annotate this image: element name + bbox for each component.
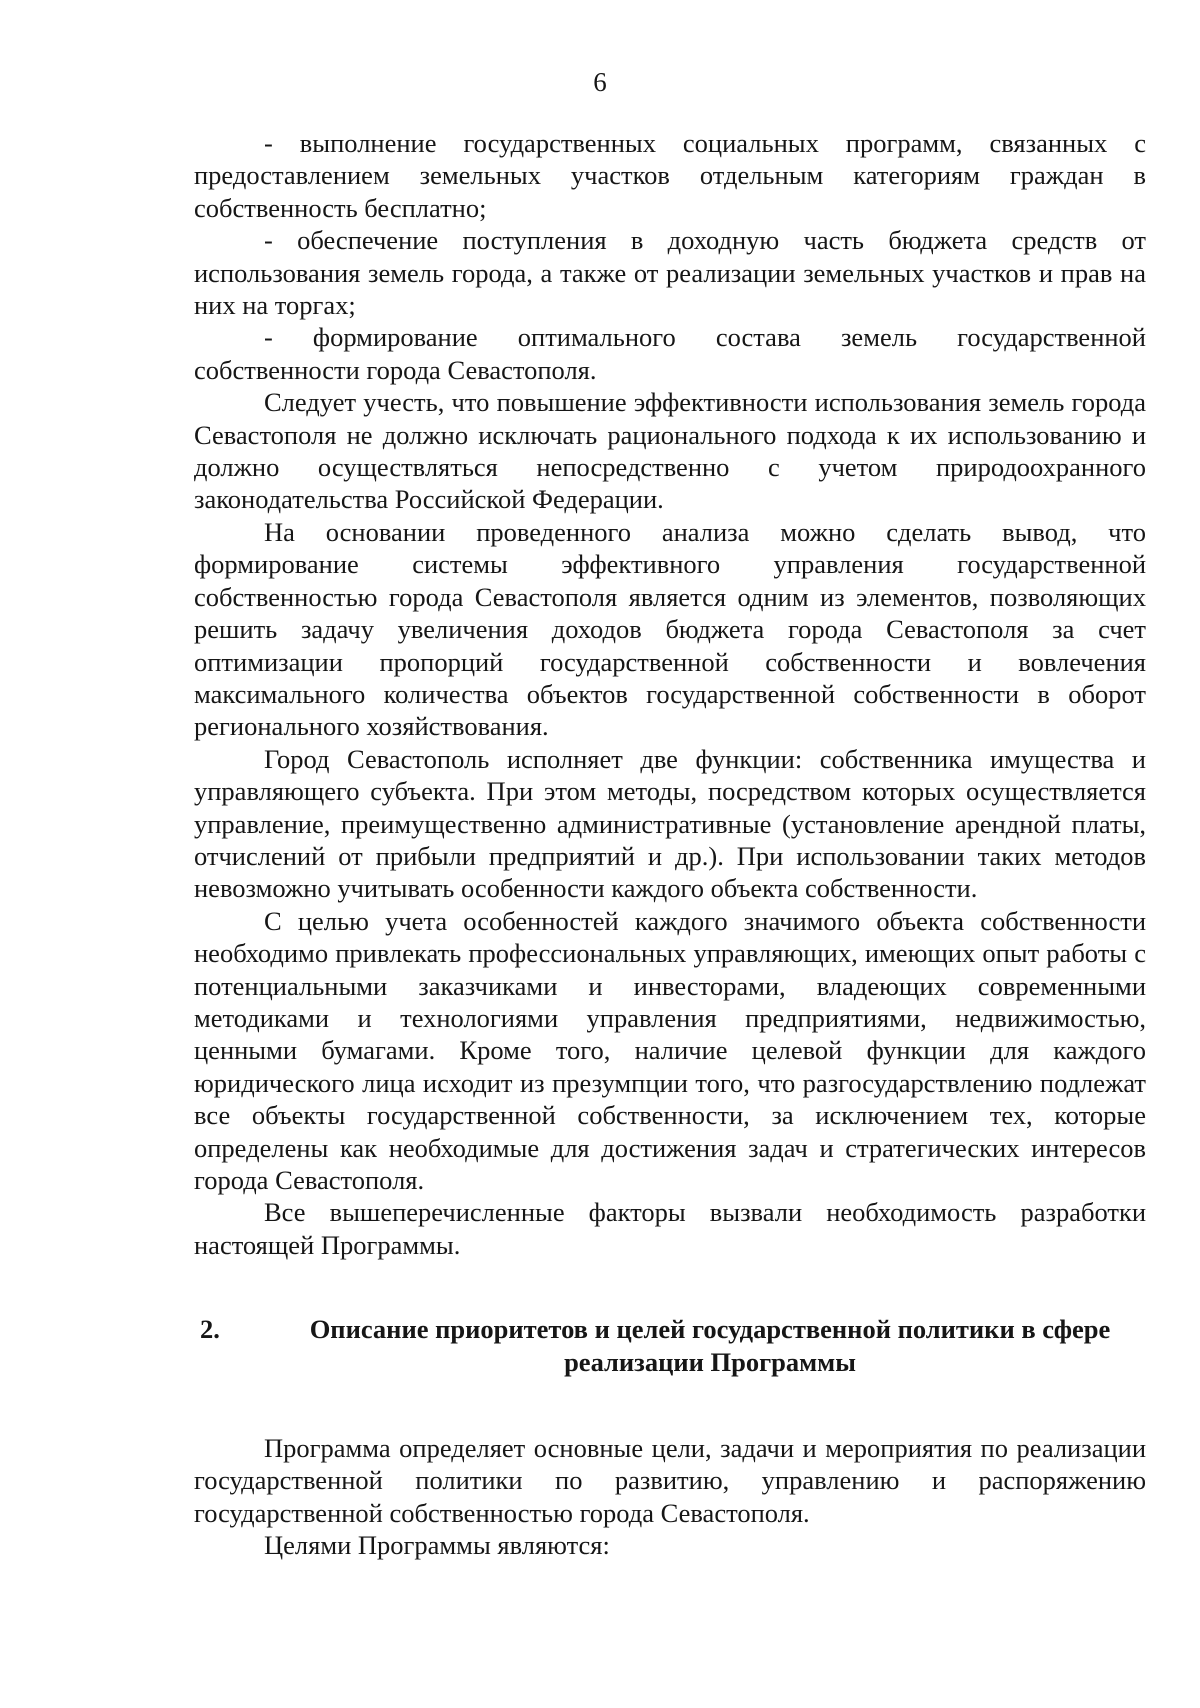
list-item-social-programs: - выполнение государственных социальных программ, связанных с предоставлением земельных участков отдельным категориям граждан в собственность бесплатно; [194, 128, 1146, 223]
list-item-land-composition: - формирование оптимального состава земель государственной собственности города Севастополя. [194, 322, 1146, 385]
section-number: 2. [200, 1314, 220, 1345]
paragraph-factors: Все вышеперечисленные факторы вызвали необходимость разработки настоящей Программы. [194, 1197, 1146, 1260]
paragraph-professional-managers: С целью учета особенностей каждого значимого объекта собственности необходимо привлекать профессиональных управляющих, имеющих опыт работы с потенциальными заказчиками и инвесторами, владеющих современными методиками и технологиями управления предприятиями, недвижимостью, ценными бумагами. Кроме того, наличие целевой функции для каждого юридического лица исходит из презумпции того, что разгосударствлению подлежат все объекты государственной собственности, за исключением тех, которые определены как необходимые для достижения задач и стратегических интересов города Севастополя. [194, 905, 1146, 1195]
paragraph-program-defines: Программа определяет основные цели, задачи и мероприятия по реализации государственной политики по развитию, управлению и распоряжению государственной собственностью города Севастополя. [194, 1433, 1146, 1528]
list-item-budget-income: - обеспечение поступления в доходную часть бюджета средств от использования земель города, а также от реализации земельных участков и прав на них на торгах; [194, 225, 1146, 321]
section-title: Описание приоритетов и целей государственной политики в сфере реализации Программы [309, 1314, 1111, 1377]
page-number: 6 [593, 67, 607, 97]
document-body [194, 127, 1146, 1562]
paragraph-program-goals: Целями Программы являются: [264, 1530, 610, 1561]
paragraph-land-efficiency: Следует учесть, что повышение эффективности использования земель города Севастополя не должно исключать рационального подхода к их использованию и должно осуществляться непосредственно с учетом природоохранного законодательства Российской Федерации. [194, 387, 1146, 515]
section-heading [194, 1313, 1146, 1378]
paragraph-city-functions: Город Севастополь исполняет две функции: собственника имущества и управляющего субъекта. При этом методы, посредством которых осуществляется управление, преимущественно административные (установление арендной платы, отчислений от прибыли предприятий и др.). При использовании таких методов невозможно учитывать особенности каждого объекта собственности. [194, 743, 1146, 904]
paragraph-analysis-conclusion: На основании проведенного анализа можно сделать вывод, что формирование системы эффективного управления государственной собственностью города Севастополя является одним из элементов, позволяющих решить задачу увеличения доходов бюджета города Севастополя за счет оптимизации пропорций государственной собственности и вовлечения максимального количества объектов государственной собственности в оборот регионального хозяйствования. [194, 516, 1146, 742]
